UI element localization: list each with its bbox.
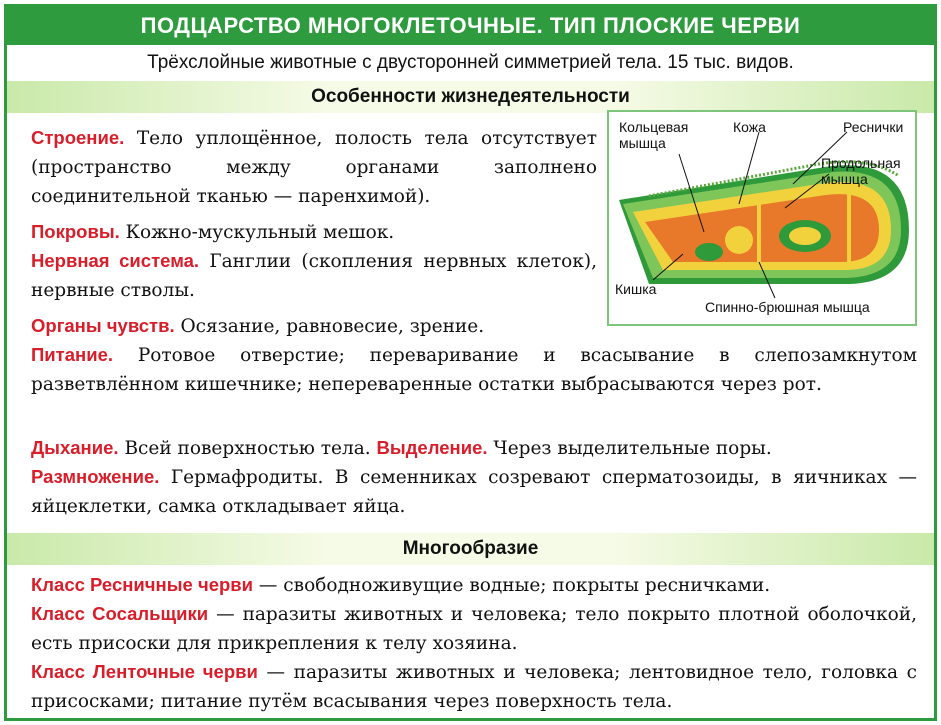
gut-lumen-1 bbox=[789, 227, 821, 245]
para-class-trematoda bbox=[31, 599, 917, 658]
page-title: ПОДЦАРСТВО МНОГОКЛЕТОЧНЫЕ. ТИП ПЛОСКИЕ ЧЕРВИ bbox=[140, 13, 801, 38]
term-reproduction: Размножение. bbox=[31, 466, 160, 487]
section-heading-diversity: Многообразие bbox=[7, 533, 934, 565]
para-structure bbox=[31, 123, 597, 211]
para-reproduction bbox=[31, 462, 917, 521]
term-respiration: Дыхание. bbox=[31, 437, 119, 458]
para-senses bbox=[31, 311, 597, 341]
text-structure: Тело уплощённое, полость тела отсутствует (пространство между органами заполнено соединительной тканью — паренхимой). bbox=[31, 128, 597, 207]
label-long-muscle: Продольная мышца bbox=[821, 155, 901, 187]
title-bar bbox=[7, 7, 934, 45]
text-cestoda: — паразиты животных и человека; лентовидное тело, головка с присосками; питание путём всасывания через поверхность тела. bbox=[31, 662, 917, 712]
gut-section-2 bbox=[725, 226, 753, 254]
label-skin: Кожа bbox=[733, 119, 766, 135]
label-ring-muscle-1: Кольцевая мышца bbox=[619, 119, 689, 151]
term-excretion: Выделение. bbox=[376, 437, 488, 458]
label-cilia: Реснички bbox=[843, 119, 904, 135]
label-dv-muscle: Спинно-брюшная мышца bbox=[705, 299, 870, 315]
text-nutrition: Ротовое отверстие; переваривание и всасывание в слепозамкнутом разветвлённом кишечнике; непереваренные остатки выбрасываются через рот. bbox=[31, 345, 917, 395]
text-nervous: Ганглии (скопления нервных клеток), нервные стволы. bbox=[31, 251, 597, 301]
flatworm-section-diagram bbox=[607, 110, 917, 326]
text-respiration: Всей поверхностью тела. bbox=[124, 438, 371, 459]
text-reproduction: Гермафродиты. В семенниках созревают сперматозоиды, в яичниках — яйцеклетки, самка откладывает яйца. bbox=[31, 467, 918, 517]
text-covers: Кожно-мускульный мешок. bbox=[125, 222, 395, 243]
para-class-cestoda bbox=[31, 657, 917, 716]
term-structure: Строение. bbox=[31, 127, 125, 148]
para-nutrition bbox=[31, 340, 917, 399]
subtitle: Трёхслойные животные с двусторонней симметрией тела. 15 тыс. видов. bbox=[147, 52, 794, 73]
class-trematoda: Класс Сосальщики bbox=[31, 603, 209, 624]
label-gut: Кишка bbox=[615, 281, 657, 297]
class-cestoda: Класс Ленточные черви bbox=[31, 661, 258, 682]
text-senses: Осязание, равновесие, зрение. bbox=[180, 316, 485, 337]
term-nervous: Нервная система. bbox=[31, 250, 200, 271]
gut-section-3 bbox=[695, 243, 723, 261]
text-excretion: Через выделительные поры. bbox=[493, 438, 772, 459]
para-nervous bbox=[31, 246, 597, 305]
para-covers bbox=[31, 217, 597, 247]
text-turbellaria: — свободноживущие водные; покрыты ресничками. bbox=[258, 575, 771, 596]
para-respiration bbox=[31, 433, 917, 463]
term-nutrition: Питание. bbox=[31, 344, 113, 365]
term-covers: Покровы. bbox=[31, 221, 120, 242]
section-heading-features: Особенности жизнедеятельности bbox=[7, 81, 934, 113]
diagram-svg bbox=[609, 112, 915, 324]
para-class-turbellaria bbox=[31, 570, 917, 600]
text-trematoda: — паразиты животных и человека; тело покрыто плотной оболочкой, есть присоски для прикрепления к телу хозяина. bbox=[31, 604, 917, 654]
class-turbellaria: Класс Ресничные черви bbox=[31, 574, 254, 595]
term-senses: Органы чувств. bbox=[31, 315, 175, 336]
